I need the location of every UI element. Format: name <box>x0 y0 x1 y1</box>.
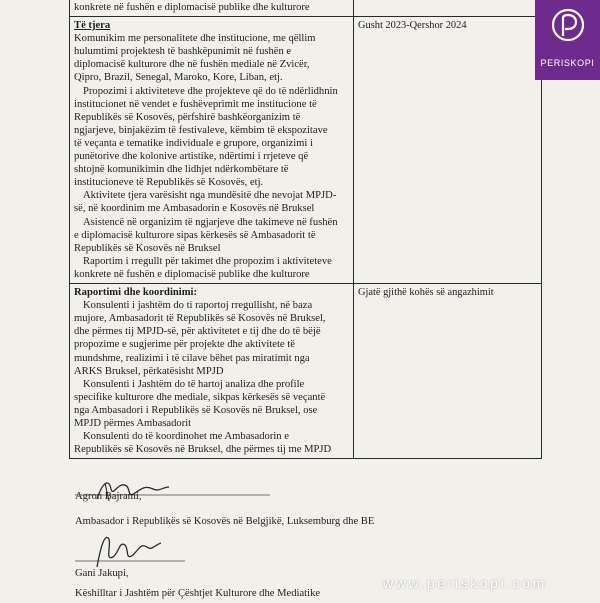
text-line: Republikës së Kosovës në Bruksel, dhe përmes tij me MPJD <box>74 444 332 456</box>
section-title: Raportimi dhe koordinimi: <box>74 287 198 299</box>
row-period <box>354 284 542 459</box>
text-line: ngjarjeve, binjakëzim të festivaleve, këmbim të ekspozitave <box>74 124 328 136</box>
text-line: mujore, Ambasadorit të Republikës së Kosovës në Bruksel, <box>74 313 326 325</box>
section-title: Të tjera <box>74 20 111 32</box>
text-line: Asistencë në organizim të ngjarjeve dhe takimeve në fushën <box>83 216 338 228</box>
text-line: hulumtimi projektesh të bashkëpunimit në fushën e <box>74 46 292 58</box>
table-row <box>70 0 542 17</box>
text-line: institucioneve të Republikës së Kosovës, etj. <box>74 177 264 189</box>
row-text-line: konkrete në fushën e diplomacisë publike dhe kulturore <box>74 2 310 13</box>
text-line: propozime e sugjerime për projekte dhe aktivitete të <box>74 339 295 351</box>
text-line: shtojnë komunikimin dhe lidhjet ndërkombëtare të <box>74 164 289 176</box>
text-line: konkrete në fushën e diplomacisë publike dhe kulturore <box>74 268 310 280</box>
text-line: punëtorive dhe kolonive artistike, ndërtimi i rrjeteve që <box>74 151 309 163</box>
text-line: dhe përmes tij MPJD-së, për aktivitetet e tij dhe do të bëjë <box>74 326 321 338</box>
row-text <box>70 17 354 284</box>
text-line: Komunikim me personalitete dhe institucione, me qëllim <box>74 33 316 45</box>
text-line: Aktivitete tjera varësisht nga mundësitë dhe nevojat MPJD- <box>83 190 337 202</box>
terms-table <box>69 0 542 459</box>
text-line: Raportim i rregullt për takimet dhe propozim i aktiviteteve <box>83 255 332 267</box>
text-line: e diplomacisë kulturore sipas kërkesës së Ambasadorit të <box>74 229 316 241</box>
signer-title: Këshilltar i Jashtëm për Çështjet Kulturore dhe Mediatike <box>75 588 321 599</box>
period-text: Gusht 2023-Qershor 2024 <box>358 20 467 32</box>
text-line: MPJD përmes Ambasadorit <box>74 418 192 430</box>
text-line: ARKS Bruksel, përkatësisht MPJD <box>74 365 224 377</box>
signer-name: Gani Jakupi, <box>75 568 129 579</box>
text-line: Qipro, Brazil, Senegal, Maroko, Kore, Liban, etj. <box>74 72 283 84</box>
text-line: mundshme, realizimi i të cilave bëhet pas miratimit nga <box>74 352 310 364</box>
text-line: të veçanta e tematike individuale e grupore, organizimi i <box>74 137 313 149</box>
text-line: institucionet në vendet e fushëveprimit me institucione të <box>74 98 317 110</box>
text-line: Konsulenti i Jashtëm do të hartoj analiza dhe profile <box>83 378 305 390</box>
text-line: së, në koordinim me Ambasadorin e Kosovës në Bruksel <box>74 203 315 215</box>
periskopi-p-icon <box>551 8 585 42</box>
periskopi-logo <box>535 0 600 80</box>
signature-gani-jakupi <box>75 527 195 572</box>
period-text: Gjatë gjithë kohës së angazhimit <box>358 287 494 299</box>
table-row <box>70 17 542 284</box>
text-line: nga Ambasadori i Republikës së Kosovës në Bruksel, ose <box>74 404 318 416</box>
signer-name: Agron Bajrami, <box>75 491 142 502</box>
text-line: diplomacisë kulturore dhe në fushën mediale në Zvicër, <box>74 59 310 71</box>
row-period <box>354 17 542 284</box>
text-line: Republikës së Kosovës në Bruksel <box>74 242 221 254</box>
row-text <box>70 0 354 17</box>
row-period <box>354 0 542 17</box>
text-line: Konsulenti i jashtëm do ti raportoj rregullisht, në baza <box>83 300 313 312</box>
logo-text: PERISKOPI <box>540 58 595 68</box>
watermark-url: www.periskopi.com <box>383 575 548 591</box>
row-text <box>70 284 354 459</box>
text-line: Propozimi i aktiviteteve dhe projekteve që do të ndërlidhnin <box>83 85 338 97</box>
signer-title: Ambasador i Republikës së Kosovës në Belgjikë, Luksemburg dhe BE <box>75 516 375 527</box>
table-row <box>70 284 542 459</box>
text-line: Konsulenti do të koordinohet me Ambasadorin e <box>83 431 289 443</box>
text-line: specifike kulturore dhe mediale, sikpas kërkesës së veçantë <box>74 391 326 403</box>
text-line: Republikës së Kosovës, përfshirë bashkëorganizim të <box>74 111 301 123</box>
